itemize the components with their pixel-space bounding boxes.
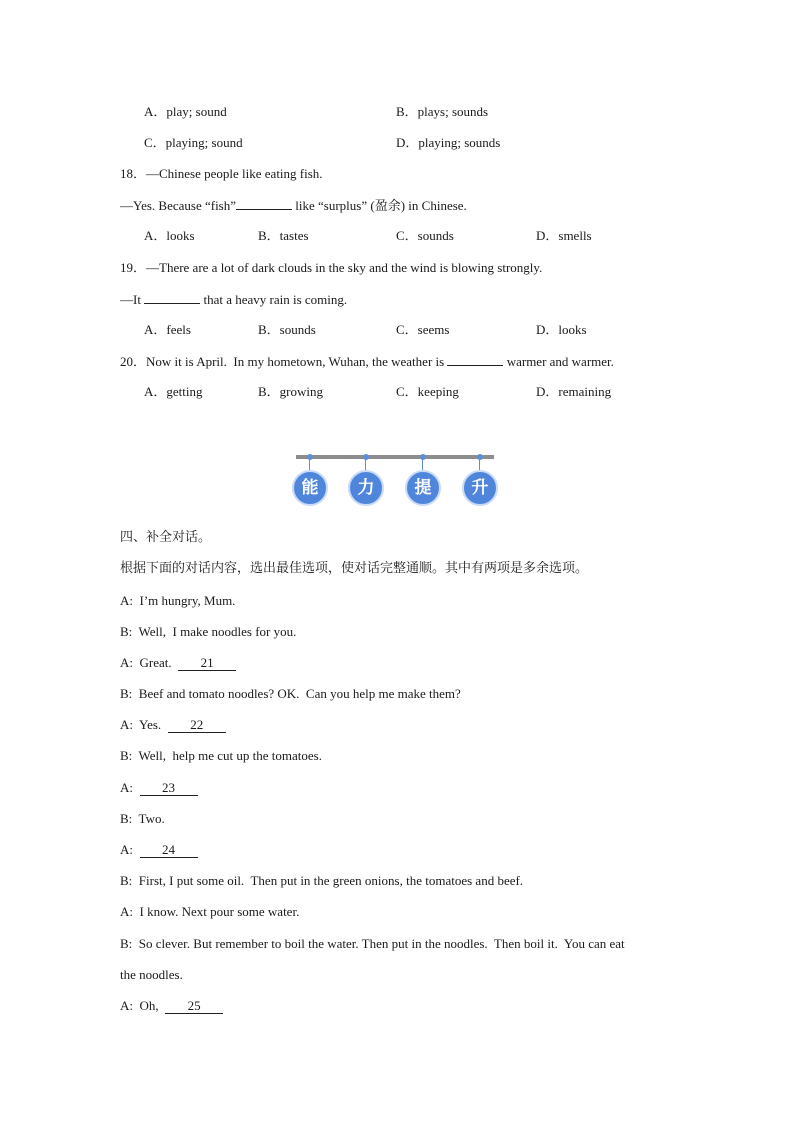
banner-char-circle: 提 xyxy=(405,470,441,506)
section-title: 四、补全对话。 xyxy=(120,530,212,545)
dialogue-line xyxy=(120,998,223,1014)
q19-option-a: A．feels xyxy=(144,322,191,337)
q17-option-d: D．playing; sounds xyxy=(396,135,501,150)
q18-line2-cjk: 盈余 xyxy=(374,199,401,214)
q17-option-c: C．playing; sound xyxy=(144,135,243,150)
q20-option-b: B．growing xyxy=(258,384,324,399)
dialogue-line: B: Well, I make noodles for you. xyxy=(120,624,297,639)
q18-option-b: B．tastes xyxy=(258,228,309,243)
banner-char-circle: 能 xyxy=(292,470,328,506)
banner-bar xyxy=(296,455,494,459)
banner-dot xyxy=(307,454,313,460)
q20-blank xyxy=(447,353,503,366)
blank-24: 24 xyxy=(140,843,198,858)
section-instruction: 根据下面的对话内容，选出最佳选项，使对话完整通顺。其中有两项是多余选项。 xyxy=(120,561,589,576)
dialogue-line: B: Beef and tomato noodles? OK. Can you help me make them? xyxy=(120,686,461,701)
q19-line2 xyxy=(120,291,347,308)
dialogue-line-text: A: xyxy=(120,780,140,795)
q20-stem-b: warmer and warmer. xyxy=(503,354,614,369)
banner-stem xyxy=(309,458,310,470)
q18-option-a: A．looks xyxy=(144,228,195,243)
dialogue-line: B: Two. xyxy=(120,811,165,826)
dialogue-line xyxy=(120,717,226,733)
q19-stem: 19．—There are a lot of dark clouds in the sky and the wind is blowing strongly. xyxy=(120,260,543,275)
q17-option-b: B．plays; sounds xyxy=(396,104,489,119)
q19-option-b: B．sounds xyxy=(258,322,316,337)
dialogue-line: B: So clever. But remember to boil the water. Then put in the noodles. Then boil it. You can eat xyxy=(120,936,625,951)
q18-line2-b: like “surplus” ( xyxy=(292,198,375,213)
blank-25: 25 xyxy=(165,999,223,1014)
banner-stem xyxy=(479,458,480,470)
q18-blank xyxy=(236,197,292,210)
q20-option-a: A．getting xyxy=(144,384,203,399)
dialogue-line-text: A: xyxy=(120,842,140,857)
banner-dot xyxy=(477,454,483,460)
dialogue-line: A: I’m hungry, Mum. xyxy=(120,593,236,608)
q18-line2-c: ) in Chinese. xyxy=(400,198,467,213)
dialogue-line-text: A: Great. xyxy=(120,655,179,670)
q18-line2 xyxy=(120,197,467,215)
q20-stem-a: 20．Now it is April. In my hometown, Wuhan, the weather is xyxy=(120,354,448,369)
q20-stem xyxy=(120,353,614,370)
dialogue-line: A: I know. Next pour some water. xyxy=(120,904,300,919)
ability-banner xyxy=(292,450,498,510)
q20-option-d: D．remaining xyxy=(536,384,612,399)
q19-blank xyxy=(144,291,200,304)
q20-option-c: C．keeping xyxy=(396,384,459,399)
q19-line2-b: that a heavy rain is coming. xyxy=(200,292,348,307)
q19-option-d: D．looks xyxy=(536,322,587,337)
dialogue-line xyxy=(120,842,198,858)
blank-23: 23 xyxy=(140,781,198,796)
dialogue-line-text: A: Oh, xyxy=(120,998,166,1013)
dialogue-line: B: Well, help me cut up the tomatoes. xyxy=(120,748,322,763)
banner-stem xyxy=(422,458,423,470)
banner-dot xyxy=(420,454,426,460)
dialogue-line-text: A: Yes. xyxy=(120,717,168,732)
dialogue-line xyxy=(120,780,198,796)
blank-21: 21 xyxy=(178,656,236,671)
blank-22: 22 xyxy=(168,718,226,733)
dialogue-line: the noodles. xyxy=(120,967,183,982)
q18-option-d: D．smells xyxy=(536,228,592,243)
q18-stem: 18．—Chinese people like eating fish. xyxy=(120,166,323,181)
dialogue-line xyxy=(120,655,236,671)
banner-char-circle: 力 xyxy=(348,470,384,506)
q19-option-c: C．seems xyxy=(396,322,450,337)
banner-stem xyxy=(365,458,366,470)
banner-char-circle: 升 xyxy=(462,470,498,506)
banner-dot xyxy=(363,454,369,460)
q17-option-a: A．play; sound xyxy=(144,104,227,119)
q18-option-c: C．sounds xyxy=(396,228,454,243)
dialogue-line: B: First, I put some oil. Then put in the green onions, the tomatoes and beef. xyxy=(120,873,524,888)
q18-line2-a: —Yes. Because “fish” xyxy=(120,198,237,213)
q19-line2-a: —It xyxy=(120,292,145,307)
